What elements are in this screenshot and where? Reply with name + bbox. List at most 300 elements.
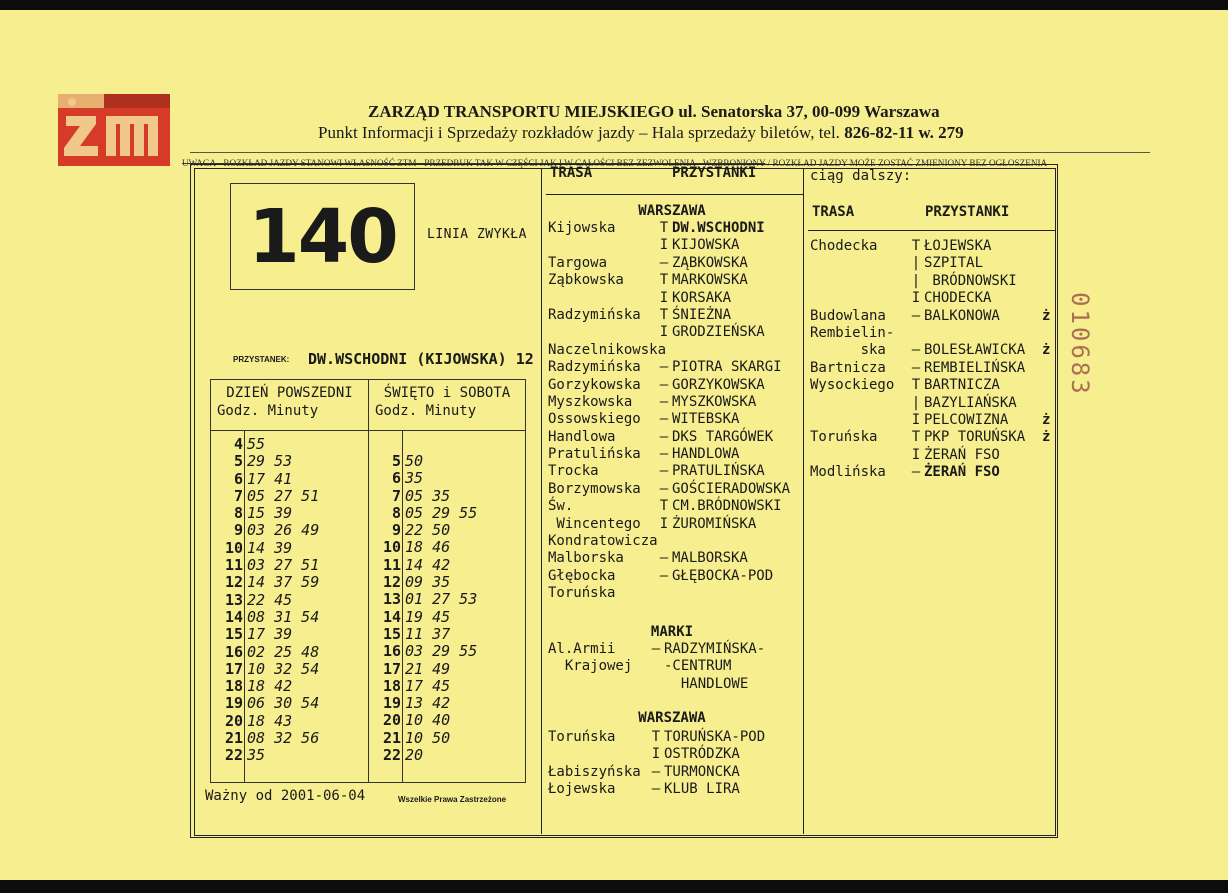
departure-minutes: 18 42 (247, 677, 293, 696)
departure-row (371, 591, 477, 608)
info-line (318, 123, 964, 143)
departure-row (213, 557, 319, 574)
street-name (810, 412, 908, 429)
route-marker: I (911, 290, 921, 307)
departure-hour: 6 (233, 469, 243, 488)
departure-hour: 10 (224, 538, 243, 557)
route-row (548, 359, 800, 376)
weekday-subheader: Godz. Minuty (217, 403, 319, 419)
departure-hour: 15 (382, 624, 401, 643)
departure-minutes: 22 50 (405, 521, 451, 540)
timetable-sheet (0, 10, 1228, 880)
route-row (548, 394, 800, 411)
departure-minutes: 11 37 (405, 624, 451, 643)
departure-minutes: 02 25 48 (247, 642, 320, 661)
departure-hour: 5 (233, 452, 243, 471)
departure-row (213, 661, 319, 678)
departure-minutes: 09 35 (405, 573, 451, 592)
stop-name-entry: BOLESŁAWICKA (924, 342, 1026, 359)
departure-minutes: 05 27 51 (247, 486, 320, 505)
departure-row (371, 470, 477, 487)
departure-hour: 9 (391, 521, 401, 540)
stop-name-entry: PIOTRA SKARGI (672, 359, 782, 376)
stop-name-entry: MYSZKOWSKA (672, 393, 757, 410)
route-row (810, 238, 1050, 255)
route-row (810, 360, 1050, 377)
timetable-divider (368, 380, 369, 782)
departure-row (371, 661, 477, 678)
street-name: Malborska (548, 550, 624, 567)
departure-minutes: 10 50 (405, 728, 451, 747)
departure-minutes: 55 (247, 435, 266, 453)
route-marker: I (911, 411, 921, 428)
route-row (810, 429, 1050, 446)
stop-name-entry: GORZYKOWSKA (672, 376, 765, 393)
stop-name-entry: ŁOJEWSKA (924, 238, 992, 254)
departure-hour: 7 (391, 486, 401, 505)
route-marker: – (659, 359, 669, 376)
stop-name-entry: CM.BRÓDNOWSKI (672, 498, 782, 515)
street-name: Trocka (548, 463, 599, 480)
stop-name-entry: ŻERAŃ FSO (924, 464, 1000, 481)
departure-hour: 16 (224, 642, 243, 661)
route-row (810, 290, 1050, 307)
stop-name-entry: GOŚCIERADOWSKA (672, 480, 791, 497)
departure-minutes: 03 29 55 (405, 642, 478, 661)
stop-name-entry: DW.WSCHODNI (672, 220, 765, 236)
departure-row (213, 592, 319, 609)
departure-minutes: 01 27 53 (405, 590, 478, 609)
street-name: Pratulińska (548, 446, 641, 463)
route-row (548, 676, 784, 693)
departure-row (213, 471, 319, 488)
route-marker (908, 325, 924, 342)
departure-minutes: 14 37 59 (247, 573, 320, 592)
route-row (810, 395, 1050, 412)
street-name: Handlowa (548, 428, 616, 445)
stop-name-entry: PELCOWIZNA (924, 411, 1009, 428)
route-marker: | (911, 255, 921, 272)
departure-row (371, 453, 477, 470)
route-marker: – (659, 463, 669, 480)
departure-minutes: 13 42 (405, 694, 451, 713)
route-row (548, 568, 800, 585)
line-type: LINIA ZWYKŁA (427, 227, 527, 242)
departure-hour: 12 (382, 573, 401, 592)
departure-minutes: 29 53 (247, 452, 293, 471)
route-row (548, 342, 800, 359)
stop-name-entry: ŻERAŃ FSO (924, 446, 1000, 463)
street-name: Bartnicza (810, 359, 886, 376)
departure-hour: 10 (382, 538, 401, 557)
route-marker (656, 533, 672, 550)
city-warszawa-2: WARSZAWA (638, 710, 706, 726)
route-row (548, 377, 800, 394)
route-row (548, 290, 800, 307)
departure-hour: 22 (224, 746, 243, 765)
departure-hour: 20 (224, 711, 243, 730)
departure-hour: 8 (233, 504, 243, 523)
route-marker: – (651, 641, 661, 657)
stop-name-entry: MALBORSKA (672, 550, 748, 567)
departure-hour: 16 (382, 642, 401, 661)
departure-row (371, 712, 477, 729)
departure-hour: 5 (391, 452, 401, 470)
stop-name-entry (672, 533, 800, 550)
departure-row (213, 574, 319, 591)
departure-row (213, 609, 319, 626)
departure-row (213, 488, 319, 505)
stop-name-entry: -CENTRUM (664, 658, 732, 675)
route-marker: – (659, 550, 669, 567)
departure-minutes: 10 40 (405, 711, 451, 730)
route-marker: – (651, 763, 661, 780)
route-marker: – (911, 342, 921, 359)
warning-struck: UWAGA - ROZKŁAD JAZDY STANOWI WŁASNOŚĆ ZTM - PRZEDRUK TAK W CZĘŚCI JAK I W CAŁOŚCI BEZ ZEZWOLENIA - WZBRONIONY (182, 158, 766, 168)
departure-row (213, 540, 319, 557)
street-name (548, 237, 656, 254)
holiday-departures (371, 453, 477, 764)
departure-hour: 13 (382, 590, 401, 609)
departure-hour: 11 (224, 556, 243, 575)
stop-name-entry: RADZYMIŃSKA- (664, 641, 766, 657)
city-warszawa-1: WARSZAWA (638, 203, 706, 219)
stop-name-entry: CHODECKA (924, 290, 992, 307)
stop-name-entry (672, 342, 800, 359)
street-name: Krajowej (548, 658, 633, 675)
departure-row (371, 522, 477, 539)
route-row (548, 729, 794, 746)
route-row (548, 255, 800, 272)
departure-hour: 9 (233, 521, 243, 540)
route-col-przystanki: PRZYSTANKI (672, 165, 757, 181)
route-marker: – (659, 480, 669, 497)
weekday-header: DZIEŃ POWSZEDNI (226, 385, 353, 401)
street-name: Toruńska (548, 585, 616, 602)
street-name: Chodecka (810, 238, 878, 254)
departure-hour: 18 (382, 676, 401, 695)
departure-hour: 8 (391, 503, 401, 522)
departure-hour: 19 (224, 694, 243, 713)
street-name: Wincentego (548, 515, 641, 532)
route-marker: T (651, 729, 661, 745)
stop-name-entry (924, 325, 1042, 342)
street-name: Kondratowicza (548, 533, 658, 550)
street-name: Łojewska (548, 781, 616, 798)
route-marker: T (659, 306, 669, 323)
street-name: Ossowskiego (548, 411, 641, 428)
route-marker: – (659, 254, 669, 271)
route-row (810, 255, 1050, 272)
request-stop-mark: ż (1042, 342, 1051, 359)
route-row (548, 658, 784, 675)
street-name: Borzymowska (548, 480, 641, 497)
departure-hour: 7 (233, 486, 243, 505)
stop-name-entry: BARTNICZA (924, 377, 1000, 394)
route-row (548, 781, 794, 798)
departure-minutes: 06 30 54 (247, 694, 320, 713)
departure-row (371, 488, 477, 505)
route-row (548, 463, 800, 480)
city-marki: MARKI (650, 624, 694, 640)
departure-row (371, 557, 477, 574)
route-marker (648, 658, 664, 675)
stop-name-entry: WITEBSKA (672, 411, 740, 428)
departure-minutes: 08 31 54 (247, 607, 320, 626)
route-marker: I (651, 746, 661, 763)
stop-name-entry: GRODZIEŃSKA (672, 324, 765, 341)
route-marker (656, 342, 672, 359)
street-name: Radzymińska (548, 359, 641, 376)
street-name: Ząbkowska (548, 272, 624, 289)
route-marker: I (911, 446, 921, 463)
route-marker: I (659, 289, 669, 306)
street-name: Radzymińska (548, 306, 641, 323)
route-row (548, 533, 800, 550)
stop-name-entry: KLUB LIRA (664, 781, 740, 798)
street-name (548, 290, 656, 307)
route-marker: T (911, 238, 921, 254)
departure-row (213, 626, 319, 643)
request-stop-mark: ż (1042, 411, 1051, 428)
route-row (810, 308, 1050, 325)
departure-row (371, 678, 477, 695)
stop-name-entry: ŚNIEŻNA (672, 306, 732, 323)
departure-row (213, 453, 319, 470)
weekday-departures (213, 436, 319, 765)
route-col-trasa-2: TRASA (812, 204, 855, 220)
stop-label: PRZYSTANEK: (233, 355, 290, 364)
street-name: Łabiszyńska (548, 763, 641, 780)
street-name: Naczelnikowska (548, 341, 667, 358)
stop-name-entry: TURMONCKA (664, 763, 740, 780)
route-row (548, 237, 800, 254)
route-marker: – (659, 446, 669, 463)
route-row (548, 641, 784, 658)
departure-hour: 4 (233, 435, 243, 453)
route-row (548, 585, 800, 602)
stop-name-entry: TORUŃSKA-POD (664, 729, 766, 745)
route-row (810, 325, 1050, 342)
departure-row (213, 747, 319, 764)
route-row (548, 481, 800, 498)
stop-name-entry: DKS TARGÓWEK (672, 428, 774, 445)
departure-minutes: 18 46 (405, 538, 451, 557)
departure-minutes: 14 42 (405, 555, 451, 574)
stop-name-entry: OSTRÓDZKA (664, 746, 740, 763)
ztm-logo (58, 94, 170, 166)
route-col-trasa: TRASA (550, 165, 593, 181)
route-marker: T (659, 498, 669, 515)
departure-row (371, 609, 477, 626)
street-name: Budowlana (810, 307, 886, 324)
departure-minutes: 20 (405, 746, 424, 765)
departure-minutes: 22 45 (247, 590, 293, 609)
departure-row (213, 436, 319, 453)
departure-minutes: 19 45 (405, 607, 451, 626)
departure-row (213, 505, 319, 522)
departure-hour: 22 (382, 746, 401, 765)
departure-hour: 17 (224, 659, 243, 678)
street-name: Al.Armii (548, 641, 616, 657)
street-name: Modlińska (810, 464, 886, 481)
request-stop-mark: ż (1042, 429, 1051, 446)
serial-stamp: 010683 (1066, 292, 1094, 397)
route-row (548, 764, 794, 781)
street-name (548, 676, 648, 693)
street-name: Toruńska (548, 729, 616, 745)
departure-row (371, 574, 477, 591)
departure-row (213, 713, 319, 730)
departure-minutes: 35 (405, 469, 424, 488)
street-name: Toruńska (810, 429, 878, 446)
route-row (810, 377, 1050, 394)
route-marker: I (659, 324, 669, 341)
street-name: Gorzykowska (548, 376, 641, 393)
column-divider-2 (803, 168, 804, 834)
holiday-subheader: Godz. Minuty (375, 403, 477, 419)
route-header-rule-2 (808, 230, 1055, 231)
route-header-rule (546, 194, 803, 195)
departure-row (213, 678, 319, 695)
stop-name-entry: ŻUROMIŃSKA (672, 515, 757, 532)
departure-minutes: 17 45 (405, 676, 451, 695)
route-marker: – (911, 464, 921, 481)
street-name: Kijowska (548, 220, 616, 236)
route-marker: – (659, 567, 669, 584)
departure-row (371, 747, 477, 764)
departure-hour: 12 (224, 573, 243, 592)
departure-minutes: 17 41 (247, 469, 293, 488)
departure-row (213, 522, 319, 539)
street-name: Wysockiego (810, 377, 895, 394)
column-divider-1 (541, 168, 542, 834)
departure-hour: 19 (382, 694, 401, 713)
route-row (810, 273, 1050, 290)
route-marker: I (659, 237, 669, 254)
org-address: ZARZĄD TRANSPORTU MIEJSKIEGO ul. Senatorska 37, 00-099 Warszawa (368, 102, 940, 121)
street-name (548, 324, 656, 341)
route-marker: T (659, 220, 669, 236)
departure-hour: 15 (224, 625, 243, 644)
departure-minutes: 15 39 (247, 504, 293, 523)
header-rule (190, 152, 1150, 153)
departure-hour: 11 (382, 555, 401, 574)
departure-minutes: 18 43 (247, 711, 293, 730)
route-marker: T (911, 429, 921, 446)
street-name: Głębocka (548, 567, 616, 584)
route-block-2 (548, 641, 784, 693)
stop-name-entry: MARKOWSKA (672, 272, 748, 289)
stop-name-entry: BRÓDNOWSKI (924, 272, 1017, 289)
route-col-przystanki-2: PRZYSTANKI (925, 204, 1010, 220)
route-marker: – (659, 393, 669, 410)
departure-row (371, 643, 477, 660)
route-row (548, 516, 800, 533)
stop-name: DW.WSCHODNI (KIJOWSKA) 12 (308, 350, 534, 368)
departure-row (371, 730, 477, 747)
stop-name-entry: HANDLOWA (672, 446, 740, 463)
departure-hour: 20 (382, 711, 401, 730)
route-row (548, 746, 794, 763)
street-name: Rembielin- (810, 324, 895, 341)
timetable-box (210, 379, 526, 783)
route-row (548, 220, 800, 237)
departure-hour: 17 (382, 659, 401, 678)
street-name: Św. (548, 498, 574, 515)
stop-name-entry (672, 585, 800, 602)
street-name (810, 447, 908, 464)
info-text: Punkt Informacji i Sprzedaży rozkładów jazdy – Hala sprzedaży biletów, tel. (318, 123, 840, 142)
route-marker (656, 585, 672, 602)
route-marker: I (659, 515, 669, 532)
departure-hour: 13 (224, 590, 243, 609)
departure-minutes: 35 (247, 746, 266, 765)
route-row (548, 429, 800, 446)
warning-tail: / ROZKŁAD JAZDY MOŻE ZOSTAĆ ZMIENIONY BEZ OGŁOSZENIA (767, 158, 1048, 168)
stop-name-entry: KORSAKA (672, 289, 732, 306)
departure-row (213, 644, 319, 661)
stop-name-entry: REMBIELIŃSKA (924, 359, 1026, 376)
route-marker (648, 676, 664, 693)
request-stop-mark: ż (1042, 307, 1051, 324)
route-row (548, 307, 800, 324)
line-number-box (230, 183, 415, 290)
route-row (548, 498, 800, 515)
departure-minutes: 17 39 (247, 625, 293, 644)
departure-minutes: 05 29 55 (405, 503, 478, 522)
route-row (810, 447, 1050, 464)
departure-hour: 6 (391, 469, 401, 488)
departure-minutes: 14 39 (247, 538, 293, 557)
stop-name-entry: KIJOWSKA (672, 237, 740, 254)
departure-row (371, 539, 477, 556)
departure-hour: 18 (224, 677, 243, 696)
route-block-4 (810, 238, 1050, 481)
departure-hour: 21 (382, 728, 401, 747)
departure-minutes: 21 49 (405, 659, 451, 678)
route-row (810, 412, 1050, 429)
street-name (810, 255, 908, 272)
departure-row (371, 695, 477, 712)
timetable-header-rule (211, 430, 525, 431)
street-name: Myszkowska (548, 393, 633, 410)
route-marker: – (911, 359, 921, 376)
departure-hour: 21 (224, 729, 243, 748)
route-row (548, 411, 800, 428)
route-row (548, 324, 800, 341)
stop-name-entry: SZPITAL (924, 255, 984, 272)
route-row (548, 272, 800, 289)
street-name: Targowa (548, 254, 608, 271)
street-name (548, 746, 648, 763)
departure-hour: 14 (224, 607, 243, 626)
departure-hour: 14 (382, 607, 401, 626)
line-number: 140 (248, 193, 397, 280)
route-row (810, 464, 1050, 481)
stop-name-entry: BAZYLIAŃSKA (924, 394, 1017, 411)
route-marker: – (659, 376, 669, 393)
route-marker: | (911, 394, 921, 411)
route-marker: T (659, 272, 669, 289)
stop-name-entry: PRATULIŃSKA (672, 463, 765, 480)
route-row (548, 550, 800, 567)
continued-label: ciąg dalszy: (810, 168, 912, 184)
stop-name-entry: HANDLOWE (664, 675, 749, 692)
route-marker: – (651, 781, 661, 798)
street-name (810, 395, 908, 412)
route-marker: – (911, 307, 921, 324)
